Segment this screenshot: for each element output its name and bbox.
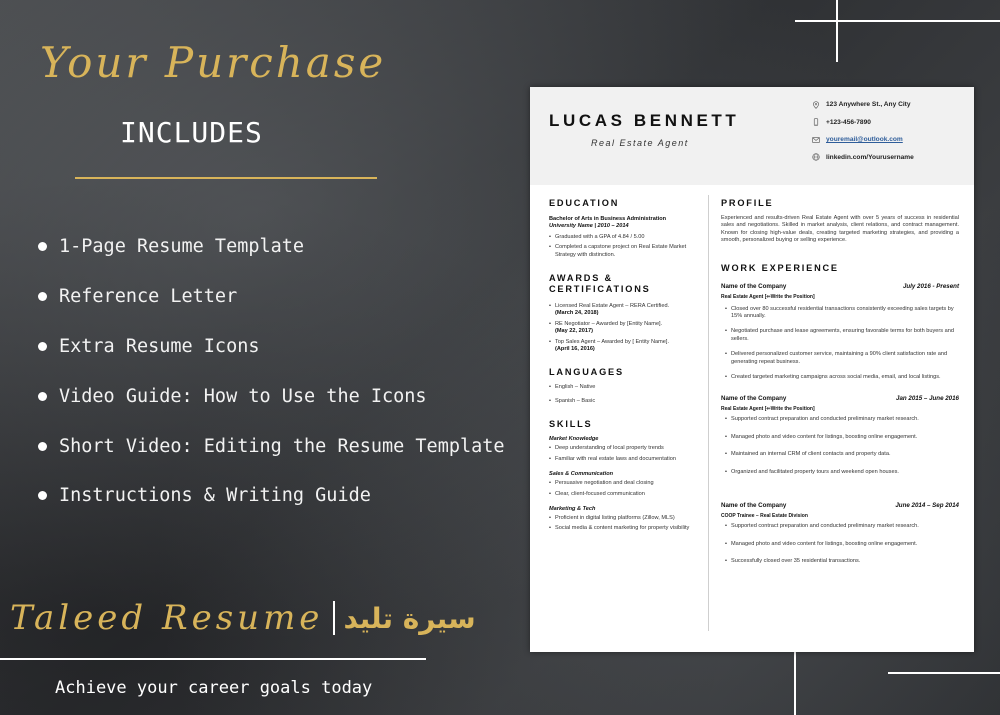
bullet-icon <box>38 442 47 451</box>
brand-logo <box>10 598 476 638</box>
skill-group-title: Market Knowledge <box>549 436 599 443</box>
job-entry <box>721 502 959 565</box>
list-item: • Graduated with a GPA of 4.84 / 5.00 <box>549 233 645 240</box>
list-item: • Closed over 80 successful residential transactions consistently exceeding sales targets by 15% annually. <box>725 305 954 320</box>
feature-label: Extra Resume Icons <box>59 335 260 357</box>
section-title-work: WORK EXPERIENCE <box>721 262 839 273</box>
list-item <box>38 272 505 322</box>
feature-label: Instructions & Writing Guide <box>59 485 371 507</box>
list-item: • English – Native <box>549 384 596 391</box>
education-degree: Bachelor of Arts in Business Administration <box>549 216 667 222</box>
contact-email[interactable]: youremail@outlook.com <box>826 136 903 144</box>
section-title-awards: AWARDS & <box>549 273 613 284</box>
list-item: • Maintained an internal CRM of client contacts and property data. <box>725 451 891 458</box>
location-pin-icon <box>812 101 820 109</box>
contact-item <box>812 96 914 114</box>
brand-script-text: Taleed Resume <box>10 598 324 638</box>
list-item: • Top Sales Agent – Awarded by [ Entity Name]. (April 16, 2016) <box>549 338 670 353</box>
section-title-skills: SKILLS <box>549 419 593 430</box>
contact-phone: +123-456-7890 <box>826 118 871 126</box>
list-item <box>38 421 505 471</box>
resume-left-column <box>549 198 704 533</box>
job-entry <box>721 395 959 476</box>
includes-title: INCLUDES <box>120 116 263 149</box>
brand-arabic-text: سيرة تليد <box>343 601 476 635</box>
resume-header <box>530 87 974 185</box>
contact-item[interactable] <box>812 131 914 149</box>
contact-list <box>812 96 914 166</box>
job-company: Name of the Company <box>721 395 787 403</box>
list-item <box>38 471 505 521</box>
job-role: Real Estate Agent [⇐Write the Position] <box>721 406 815 413</box>
bullet-icon <box>38 491 47 500</box>
skill-group-title: Sales & Communication <box>549 471 614 478</box>
list-item <box>38 322 505 372</box>
profile-text: Experienced and results-driven Real Estate Agent with over 5 years of success in residential sales and negotiations. Skilled in market analysis, client relations, and contract management. Known for closing high-value deals, creating targeted marketing strategies, and providing a smooth, personalized buying or selling experience. <box>721 215 959 244</box>
list-item: • Social media & content marketing for property visibility <box>549 525 690 532</box>
feature-list <box>38 222 505 521</box>
section-title-profile: PROFILE <box>721 198 774 208</box>
feature-label: Reference Letter <box>59 286 238 308</box>
contact-address: 123 Anywhere St., Any City <box>826 101 911 109</box>
list-item: • Negotiated purchase and lease agreements, ensuring favorable terms for both buyers and sellers. <box>725 328 954 342</box>
feature-label: Video Guide: How to Use the Icons <box>59 385 427 407</box>
list-item: • Spanish – Basic <box>549 397 596 404</box>
list-item: • Persuasive negotiation and deal closing <box>549 480 654 487</box>
list-item: • Deep understanding of local property trends <box>549 445 664 452</box>
email-icon <box>812 136 820 144</box>
list-item: • Supported contract preparation and conducted preliminary market research. <box>725 416 919 423</box>
job-dates: June 2014 – Sep 2014 <box>895 502 959 510</box>
feature-label: Short Video: Editing the Resume Template <box>59 435 505 457</box>
gold-divider <box>75 177 377 179</box>
job-company: Name of the Company <box>721 502 787 510</box>
decorative-line <box>836 0 838 62</box>
skill-group-title: Marketing & Tech <box>549 505 596 512</box>
list-item: • RE Negotiator – Awarded by [Entity Name]. (May 22, 2017) <box>549 320 663 335</box>
job-company: Name of the Company <box>721 282 787 290</box>
list-item <box>38 222 505 272</box>
feature-label: 1-Page Resume Template <box>59 236 305 258</box>
column-divider <box>708 195 709 631</box>
resume-preview <box>530 87 974 652</box>
list-item: • Created targeted marketing campaigns across social media, email, and local listings. <box>725 374 941 381</box>
contact-item <box>812 149 914 167</box>
decorative-line <box>888 672 1000 674</box>
job-dates: July 2016 - Present <box>902 282 959 290</box>
contact-item <box>812 114 914 132</box>
list-item <box>38 371 505 421</box>
globe-icon <box>812 153 820 161</box>
job-role: Real Estate Agent [⇐Write the Position] <box>721 293 815 300</box>
list-item: • Managed photo and video content for listings, boosting online engagement. <box>725 433 918 440</box>
list-item: • Supported contract preparation and conducted preliminary market research. <box>725 523 919 530</box>
resume-name: LUCAS BENNETT <box>549 111 740 130</box>
section-title-languages: LANGUAGES <box>549 367 624 378</box>
header-script-text: Your Purchase <box>40 38 387 87</box>
bullet-icon <box>38 392 47 401</box>
brand-separator <box>333 601 335 635</box>
list-item: • Completed a capstone project on Real Estate Market Strategy with distinction. <box>549 244 687 258</box>
decorative-line <box>795 20 1000 22</box>
contact-linkedin: linkedin.com/Yourusername <box>826 153 914 161</box>
education-school: University Name | 2010 – 2014 <box>549 223 629 230</box>
list-item: • Organized and facilitated property tours and weekend open houses. <box>725 468 899 475</box>
section-title-awards-line2: CERTIFICATIONS <box>549 284 651 295</box>
list-item: • Delivered personalized customer service, maintaining a 90% client satisfaction rate and generating repeat business. <box>725 351 948 365</box>
bullet-icon <box>38 292 47 301</box>
job-entry <box>721 283 959 382</box>
phone-icon <box>812 118 820 126</box>
list-item: • Successfully closed over 35 residential transactions. <box>725 557 861 564</box>
resume-job-title: Real Estate Agent <box>591 138 689 148</box>
decorative-line <box>0 658 426 660</box>
list-item: • Managed photo and video content for listings, boosting online engagement. <box>725 540 918 547</box>
bullet-icon <box>38 242 47 251</box>
job-role: COOP Trainee – Real Estate Division <box>721 513 808 520</box>
section-title-education: EDUCATION <box>549 198 620 208</box>
list-item: • Familiar with real estate laws and documentation <box>549 455 676 462</box>
tagline: Achieve your career goals today <box>55 678 373 698</box>
list-item: • Clear, client-focused communication <box>549 490 645 497</box>
list-item: • Licensed Real Estate Agent – RERA Certified. (March 24, 2018) <box>549 303 670 317</box>
bullet-icon <box>38 342 47 351</box>
list-item: • Proficient in digital listing platforms (Zillow, MLS) <box>549 514 675 521</box>
resume-right-column <box>721 198 959 565</box>
job-dates: Jan 2015 – June 2016 <box>896 395 959 403</box>
